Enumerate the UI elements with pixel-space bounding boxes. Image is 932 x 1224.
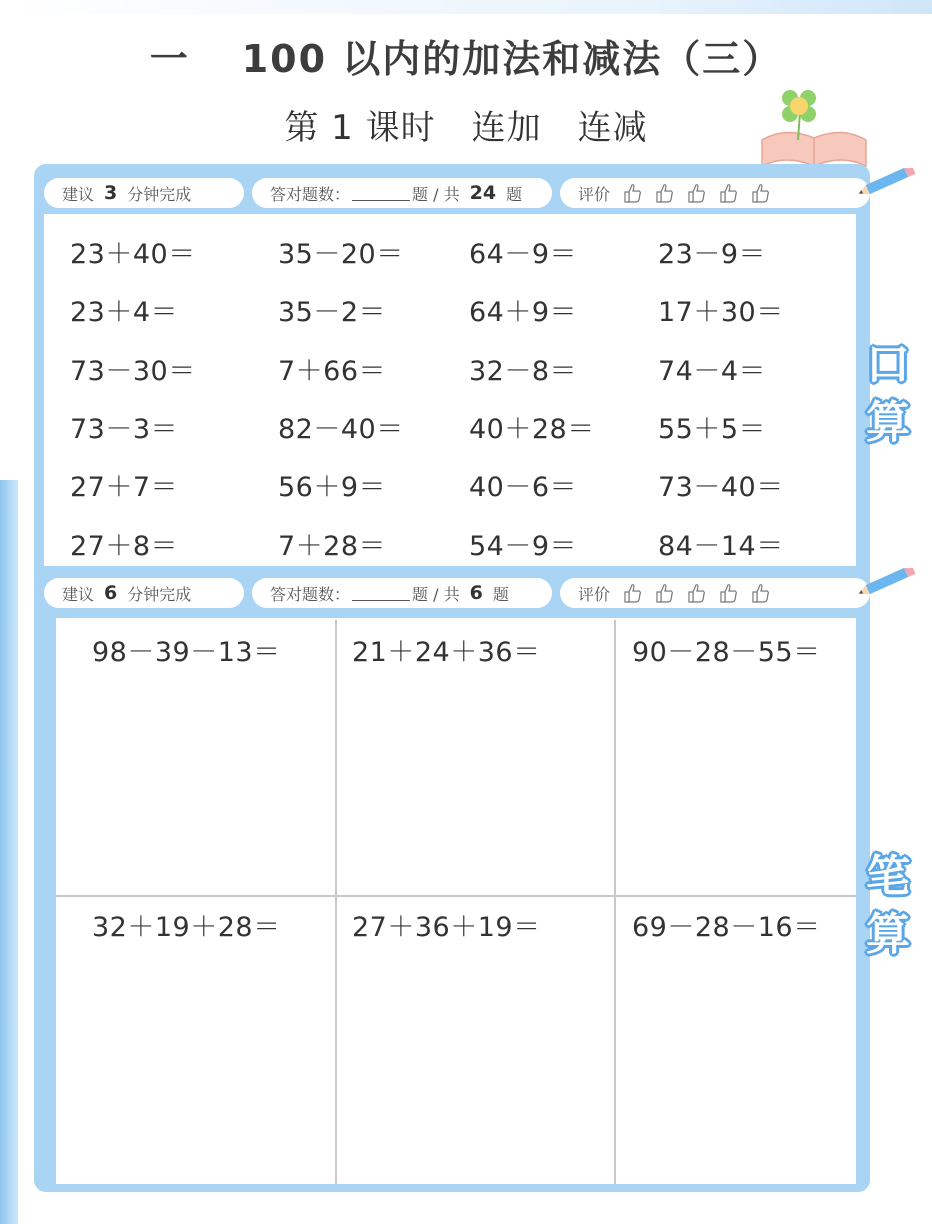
oral-problem: 17＋30＝: [658, 297, 784, 329]
oral-problem: 35－20＝: [278, 239, 404, 270]
rating-thumbs: [624, 583, 770, 603]
thumbs-up-icon[interactable]: [624, 583, 642, 603]
oral-problem: 7＋28＝: [278, 530, 387, 562]
written-side-label: 笔 算: [866, 851, 910, 960]
row-divider: [56, 895, 856, 897]
oral-problem: 73－40＝: [658, 472, 784, 504]
oral-problem: 73－30＝: [70, 355, 196, 387]
written-problem: 32＋19＋28＝: [92, 912, 281, 943]
oral-problem: 64－9＝: [469, 239, 578, 270]
oral-problem: 27＋8＝: [70, 530, 179, 562]
thumbs-up-icon[interactable]: [624, 183, 642, 203]
oral-problem: 56＋9＝: [278, 472, 387, 504]
oral-problem: 23＋40＝: [70, 239, 196, 270]
thumbs-up-icon[interactable]: [752, 183, 770, 203]
written-correct-count: 答对题数： 题 / 共 6 题: [252, 578, 552, 608]
lesson-topic-2: 连减: [577, 108, 648, 148]
oral-problem: 23＋4＝: [70, 297, 179, 329]
oral-problem: 27＋7＝: [70, 472, 179, 504]
unit-number: 一: [149, 37, 190, 81]
oral-problems-area: [44, 214, 856, 566]
column-divider: [335, 620, 337, 1184]
oral-problem: 84－14＝: [658, 530, 784, 562]
written-problem: 69－28－16＝: [632, 912, 821, 943]
oral-side-label: 口 算: [866, 339, 910, 448]
answer-blank[interactable]: [352, 186, 410, 201]
unit-title-text: 100 以内的加法和减法（三）: [241, 37, 783, 81]
top-decor-strip: [0, 0, 932, 14]
written-info-bar: [44, 576, 882, 610]
thumbs-up-icon[interactable]: [688, 583, 706, 603]
oral-problem: 82－40＝: [278, 413, 404, 445]
oral-problem: 54－9＝: [469, 530, 578, 562]
written-suggest-time: 建议 6 分钟完成: [44, 578, 244, 608]
written-rating: 评价: [560, 578, 870, 608]
oral-correct-count: 答对题数： 题 / 共 24 题: [252, 178, 552, 208]
answer-blank[interactable]: [352, 586, 410, 601]
written-problem: 27＋36＋19＝: [352, 912, 541, 943]
thumbs-up-icon[interactable]: [752, 583, 770, 603]
rating-thumbs: [624, 183, 770, 203]
written-problem: 90－28－55＝: [632, 637, 821, 668]
pencil-icon: [852, 168, 922, 194]
oral-problem: 74－4＝: [658, 355, 767, 387]
written-problem: 98－39－13＝: [92, 637, 281, 668]
oral-problem: 40－6＝: [469, 472, 578, 504]
left-decor-strip: [0, 480, 18, 1224]
oral-problem: 64＋9＝: [469, 297, 578, 329]
thumbs-up-icon[interactable]: [656, 183, 674, 203]
written-problem: 21＋24＋36＝: [352, 637, 541, 668]
oral-problem: 23－9＝: [658, 239, 767, 270]
thumbs-up-icon[interactable]: [720, 583, 738, 603]
thumbs-up-icon[interactable]: [656, 583, 674, 603]
oral-problem: 73－3＝: [70, 413, 179, 445]
pencil-icon: [852, 568, 922, 594]
oral-problem: 7＋66＝: [278, 355, 387, 387]
column-divider: [614, 620, 616, 1184]
oral-problem: 40＋28＝: [469, 413, 595, 445]
thumbs-up-icon[interactable]: [720, 183, 738, 203]
book-icon: [756, 82, 872, 172]
oral-rating: 评价: [560, 178, 870, 208]
lesson-number: 第 1 课时: [284, 108, 436, 148]
oral-info-bar: [44, 176, 882, 210]
oral-problem: 32－8＝: [469, 355, 578, 387]
oral-problem: 35－2＝: [278, 297, 387, 329]
lesson-topic-1: 连加: [471, 108, 542, 148]
written-problems-area: [56, 618, 856, 1184]
oral-suggest-time: 建议 3 分钟完成: [44, 178, 244, 208]
oral-problem: 55＋5＝: [658, 413, 767, 445]
unit-title: [0, 28, 932, 83]
thumbs-up-icon[interactable]: [688, 183, 706, 203]
